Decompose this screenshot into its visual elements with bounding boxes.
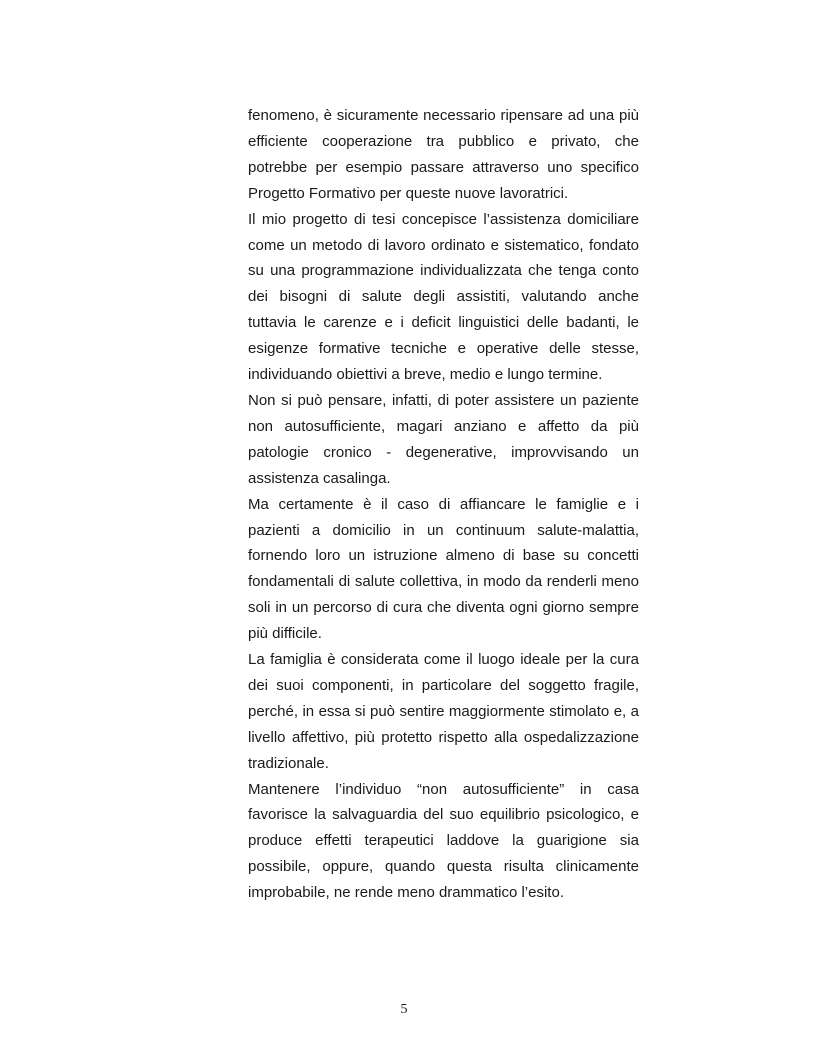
paragraph-5: La famiglia è considerata come il luogo ideale per la cura dei suoi componenti, in particolare del soggetto fragile, perché, in essa si può sentire maggiormente stimolato e, a livello affettivo, più protetto rispetto alla ospedalizzazione tradizionale. bbox=[248, 651, 639, 772]
paragraph-4: Ma certamente è il caso di affiancare le famiglie e i pazienti a domicilio in un continuum salute-malattia, fornendo loro un istruzione almeno di base su concetti fondamentali di salute collettiva, in modo da renderli meno soli in un percorso di cura che diventa ogni giorno sempre più difficile. bbox=[248, 495, 639, 643]
paragraph-2: Il mio progetto di tesi concepisce l’assistenza domiciliare come un metodo di lavoro ordinato e sistematico, fondato su una programmazione individualizzata che tenga conto dei bisogni di salute degli assistiti, valutando anche tuttavia le carenze e i deficit linguistici delle badanti, le esigenze formative tecniche e operative delle stesse, individuando obiettivi a breve, medio e lungo termine. bbox=[248, 210, 639, 384]
page-number: 5 bbox=[400, 1002, 408, 1017]
paragraph-1: fenomeno, è sicuramente necessario ripensare ad una più efficiente cooperazione tra pubblico e privato, che potrebbe per esempio passare attraverso uno specifico Progetto Formativo per queste nuove lavoratrici. bbox=[248, 107, 639, 202]
paragraph-3: Non si può pensare, infatti, di poter assistere un paziente non autosufficiente, magari anziano e affetto da più patologie cronico - degenerative, improvvisando un assistenza casalinga. bbox=[248, 391, 639, 487]
body-text bbox=[248, 103, 639, 906]
paragraph-6: Mantenere l’individuo “non autosufficiente” in casa favorisce la salvaguardia del suo equilibrio psicologico, e produce effetti terapeutici laddove la guarigione sia possibile, oppure, quando questa risulta clinicamente improbabile, ne rende meno drammatico l’esito. bbox=[248, 780, 639, 902]
